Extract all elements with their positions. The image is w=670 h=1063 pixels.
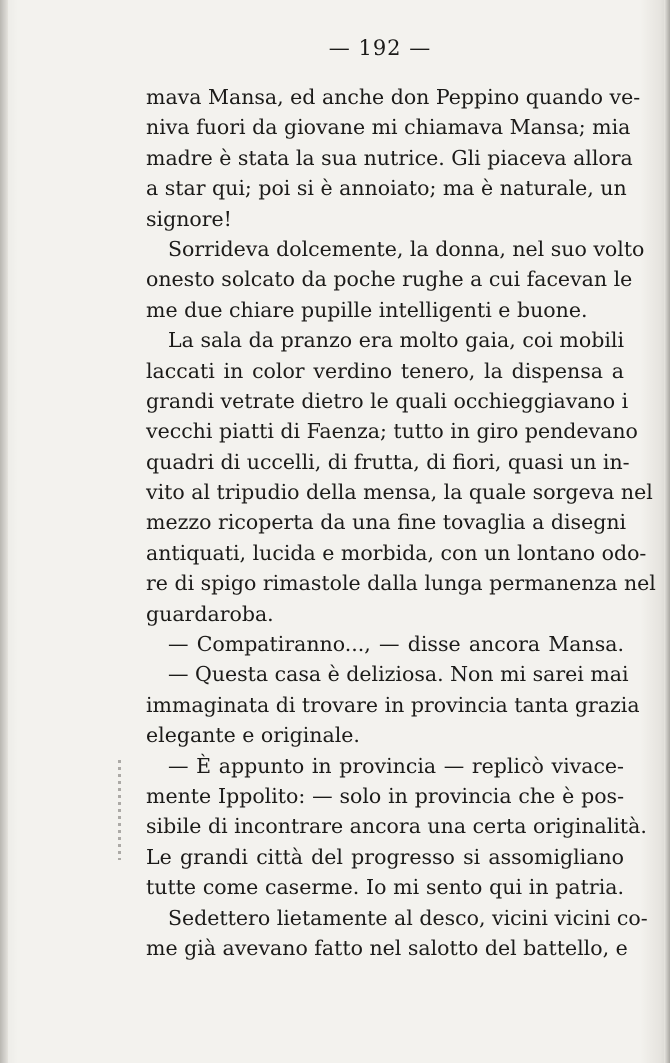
text-line: mava Mansa, ed anche don Peppino quando ve- xyxy=(146,85,641,109)
text-line: antiquati, lucida e morbida, con un lontano odo- xyxy=(146,540,647,565)
text-line: niva fuori da giovane mi chiamava Mansa; mia xyxy=(146,115,631,140)
text-line: onesto solcato da poche rughe a cui facevan le xyxy=(146,267,633,292)
text-line: mente Ippolito: — solo in provincia che è pos- xyxy=(146,783,624,808)
text-line: guardaroba. xyxy=(146,601,274,626)
text-line: madre è stata la sua nutrice. Gli piaceva allora xyxy=(146,145,633,170)
text-line: grandi vetrate dietro le quali occhieggiavano i xyxy=(146,388,629,413)
margin-pencil-mark xyxy=(118,760,121,860)
page-right-edge xyxy=(664,0,670,1063)
text-line: sibile di incontrare ancora una certa originalità. xyxy=(146,814,647,839)
text-line: Sedettero lietamente al desco, vicini vicini co- xyxy=(168,905,648,930)
text-line: elegante e originale. xyxy=(146,723,360,748)
text-line: me due chiare pupille intelligenti e buone. xyxy=(146,297,588,322)
text-line: a star qui; poi si è annoiato; ma è naturale, un xyxy=(146,176,627,201)
text-line: vecchi piatti di Faenza; tutto in giro pendevano xyxy=(146,419,638,444)
text-line: re di spigo rimastole dalla lunga permanenza nel xyxy=(146,571,656,596)
text-line: immaginata di trovare in provincia tanta grazia xyxy=(146,692,640,717)
text-line: — È appunto in provincia — replicò vivace- xyxy=(168,753,624,778)
text-line: — Questa casa è deliziosa. Non mi sarei mai xyxy=(168,662,629,687)
text-line: tutte come caserme. Io mi sento qui in patria. xyxy=(146,875,624,900)
text-line: mezzo ricoperta da una fine tovaglia a disegni xyxy=(146,510,627,535)
page-number: — 192 — xyxy=(328,36,432,60)
text-line: Le grandi città del progresso si assomigliano xyxy=(146,844,624,869)
text-line: — Compatiranno..., — disse ancora Mansa. xyxy=(168,632,624,657)
body-text xyxy=(146,82,656,963)
text-line: quadri di uccelli, di frutta, di fiori, quasi un in- xyxy=(146,449,630,474)
text-line: La sala da pranzo era molto gaia, coi mobili xyxy=(168,328,624,353)
text-line: me già avevano fatto nel salotto del battello, e xyxy=(146,935,628,960)
text-line: Sorrideva dolcemente, la donna, nel suo volto xyxy=(168,236,645,261)
text-line: signore! xyxy=(146,206,232,231)
page-binding-edge xyxy=(0,0,8,1063)
text-line: vito al tripudio della mensa, la quale sorgeva nel xyxy=(146,480,653,505)
text-line: laccati in color verdino tenero, la dispensa a xyxy=(146,358,624,383)
